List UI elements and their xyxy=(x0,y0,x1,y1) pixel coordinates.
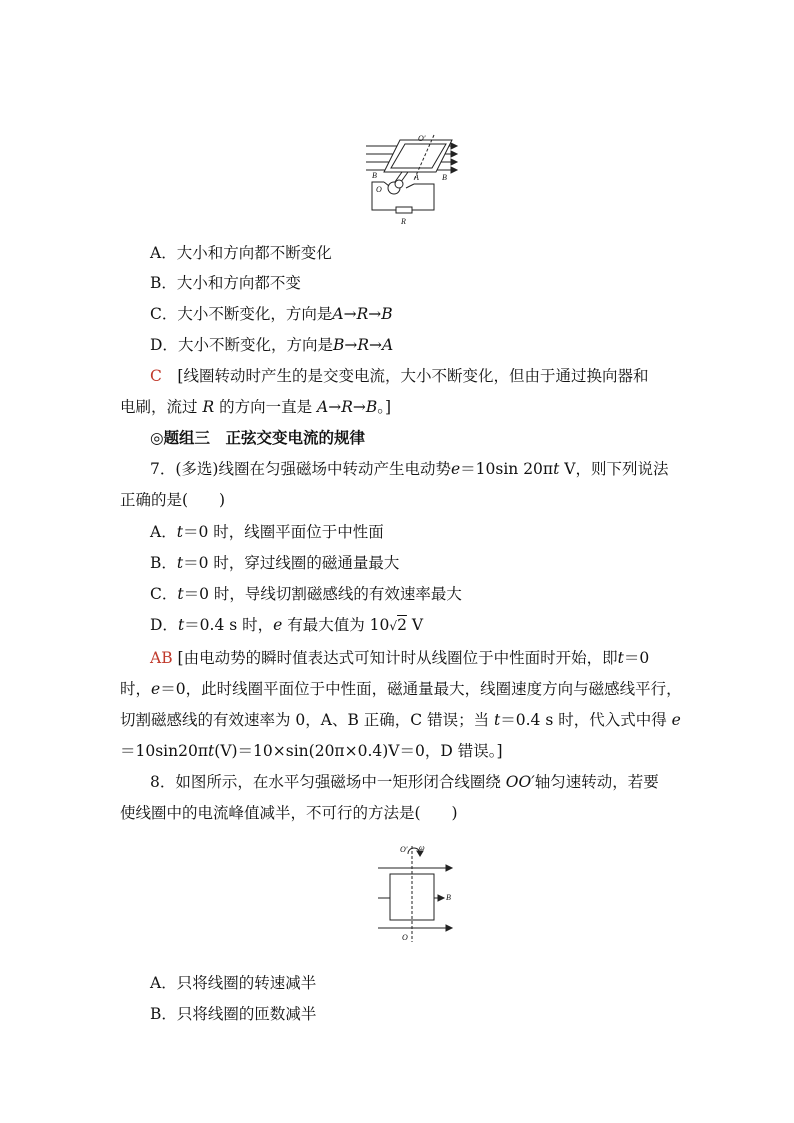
q7-option-b: B．t＝0 时，穿过线圈的磁通量最大 xyxy=(150,554,400,572)
q8-stem-line-1: 8．如图所示，在水平匀强磁场中一矩形闭合线圈绕 OO′轴匀速转动，若要 xyxy=(150,773,659,791)
label-b-brush: B xyxy=(372,171,377,180)
q7-stem-line-2: 正确的是( ) xyxy=(120,491,226,509)
q6-answer-line-1: C [线圈转动时产生的是交变电流，大小不断变化，但由于通过换向器和 xyxy=(150,367,649,385)
q8-option-b: B．只将线圈的匝数减半 xyxy=(150,1005,317,1023)
q6-answer-line-2: 电刷，流过 R 的方向一直是 A→R→B。] xyxy=(120,398,392,416)
label-o-prime: O′ xyxy=(418,134,426,143)
group3-title: ◎题组三 正弦交变电流的规律 xyxy=(150,428,366,447)
label-o: O xyxy=(376,185,382,194)
q7-option-c: C．t＝0 时，导线切割磁感线的有效速率最大 xyxy=(150,585,462,603)
label-a-brush: A xyxy=(414,173,419,182)
label-o-prime: O′ xyxy=(400,845,408,854)
q6-option-b: B．大小和方向都不变 xyxy=(150,274,301,292)
q8-option-a: A．只将线圈的转速减半 xyxy=(150,974,317,992)
q6-option-a: A．大小和方向都不断变化 xyxy=(150,244,332,262)
q7-option-d: D．t＝0.4 s 时，e 有最大值为 10√2 V xyxy=(150,616,424,634)
q6-option-d: D．大小不断变化，方向是B→R→A xyxy=(150,336,394,354)
q7-stem-line-1: 7．(多选)线圈在匀强磁场中转动产生电动势e＝10sin 20πt V，则下列说法 xyxy=(150,460,669,478)
label-r: R xyxy=(401,217,406,226)
q7-answer-line-4: ＝10sin20πt(V)＝10×sin(20π×0.4)V＝0，D 错误。] xyxy=(120,742,503,760)
q7-answer-line-2: 时，e＝0，此时线圈平面位于中性面，磁通量最大，线圈速度方向与磁感线平行， xyxy=(120,680,682,698)
generator-diagram xyxy=(362,132,464,228)
q8-stem-line-2: 使线圈中的电流峰值减半，不可行的方法是( ) xyxy=(120,804,458,822)
q7-option-a: A．t＝0 时，线圈平面位于中性面 xyxy=(150,523,384,541)
q7-answer-key: AB xyxy=(150,649,173,667)
label-b-field: B xyxy=(442,173,447,182)
q7-answer-line-3: 切割磁感线的有效速率为 0，A、B 正确，C 错误；当 t＝0.4 s 时，代入式中得 e xyxy=(120,711,681,729)
label-b: B xyxy=(446,893,451,902)
coil-diagram xyxy=(372,842,460,946)
q6-option-c: C．大小不断变化，方向是A→R→B xyxy=(150,305,393,323)
label-o: O xyxy=(402,933,408,942)
q7-answer-line-1: AB [由电动势的瞬时值表达式可知计时从线圈位于中性面时开始，即t＝0 xyxy=(150,649,650,667)
label-omega: ω xyxy=(419,843,425,852)
q6-answer-key: C xyxy=(150,367,162,385)
